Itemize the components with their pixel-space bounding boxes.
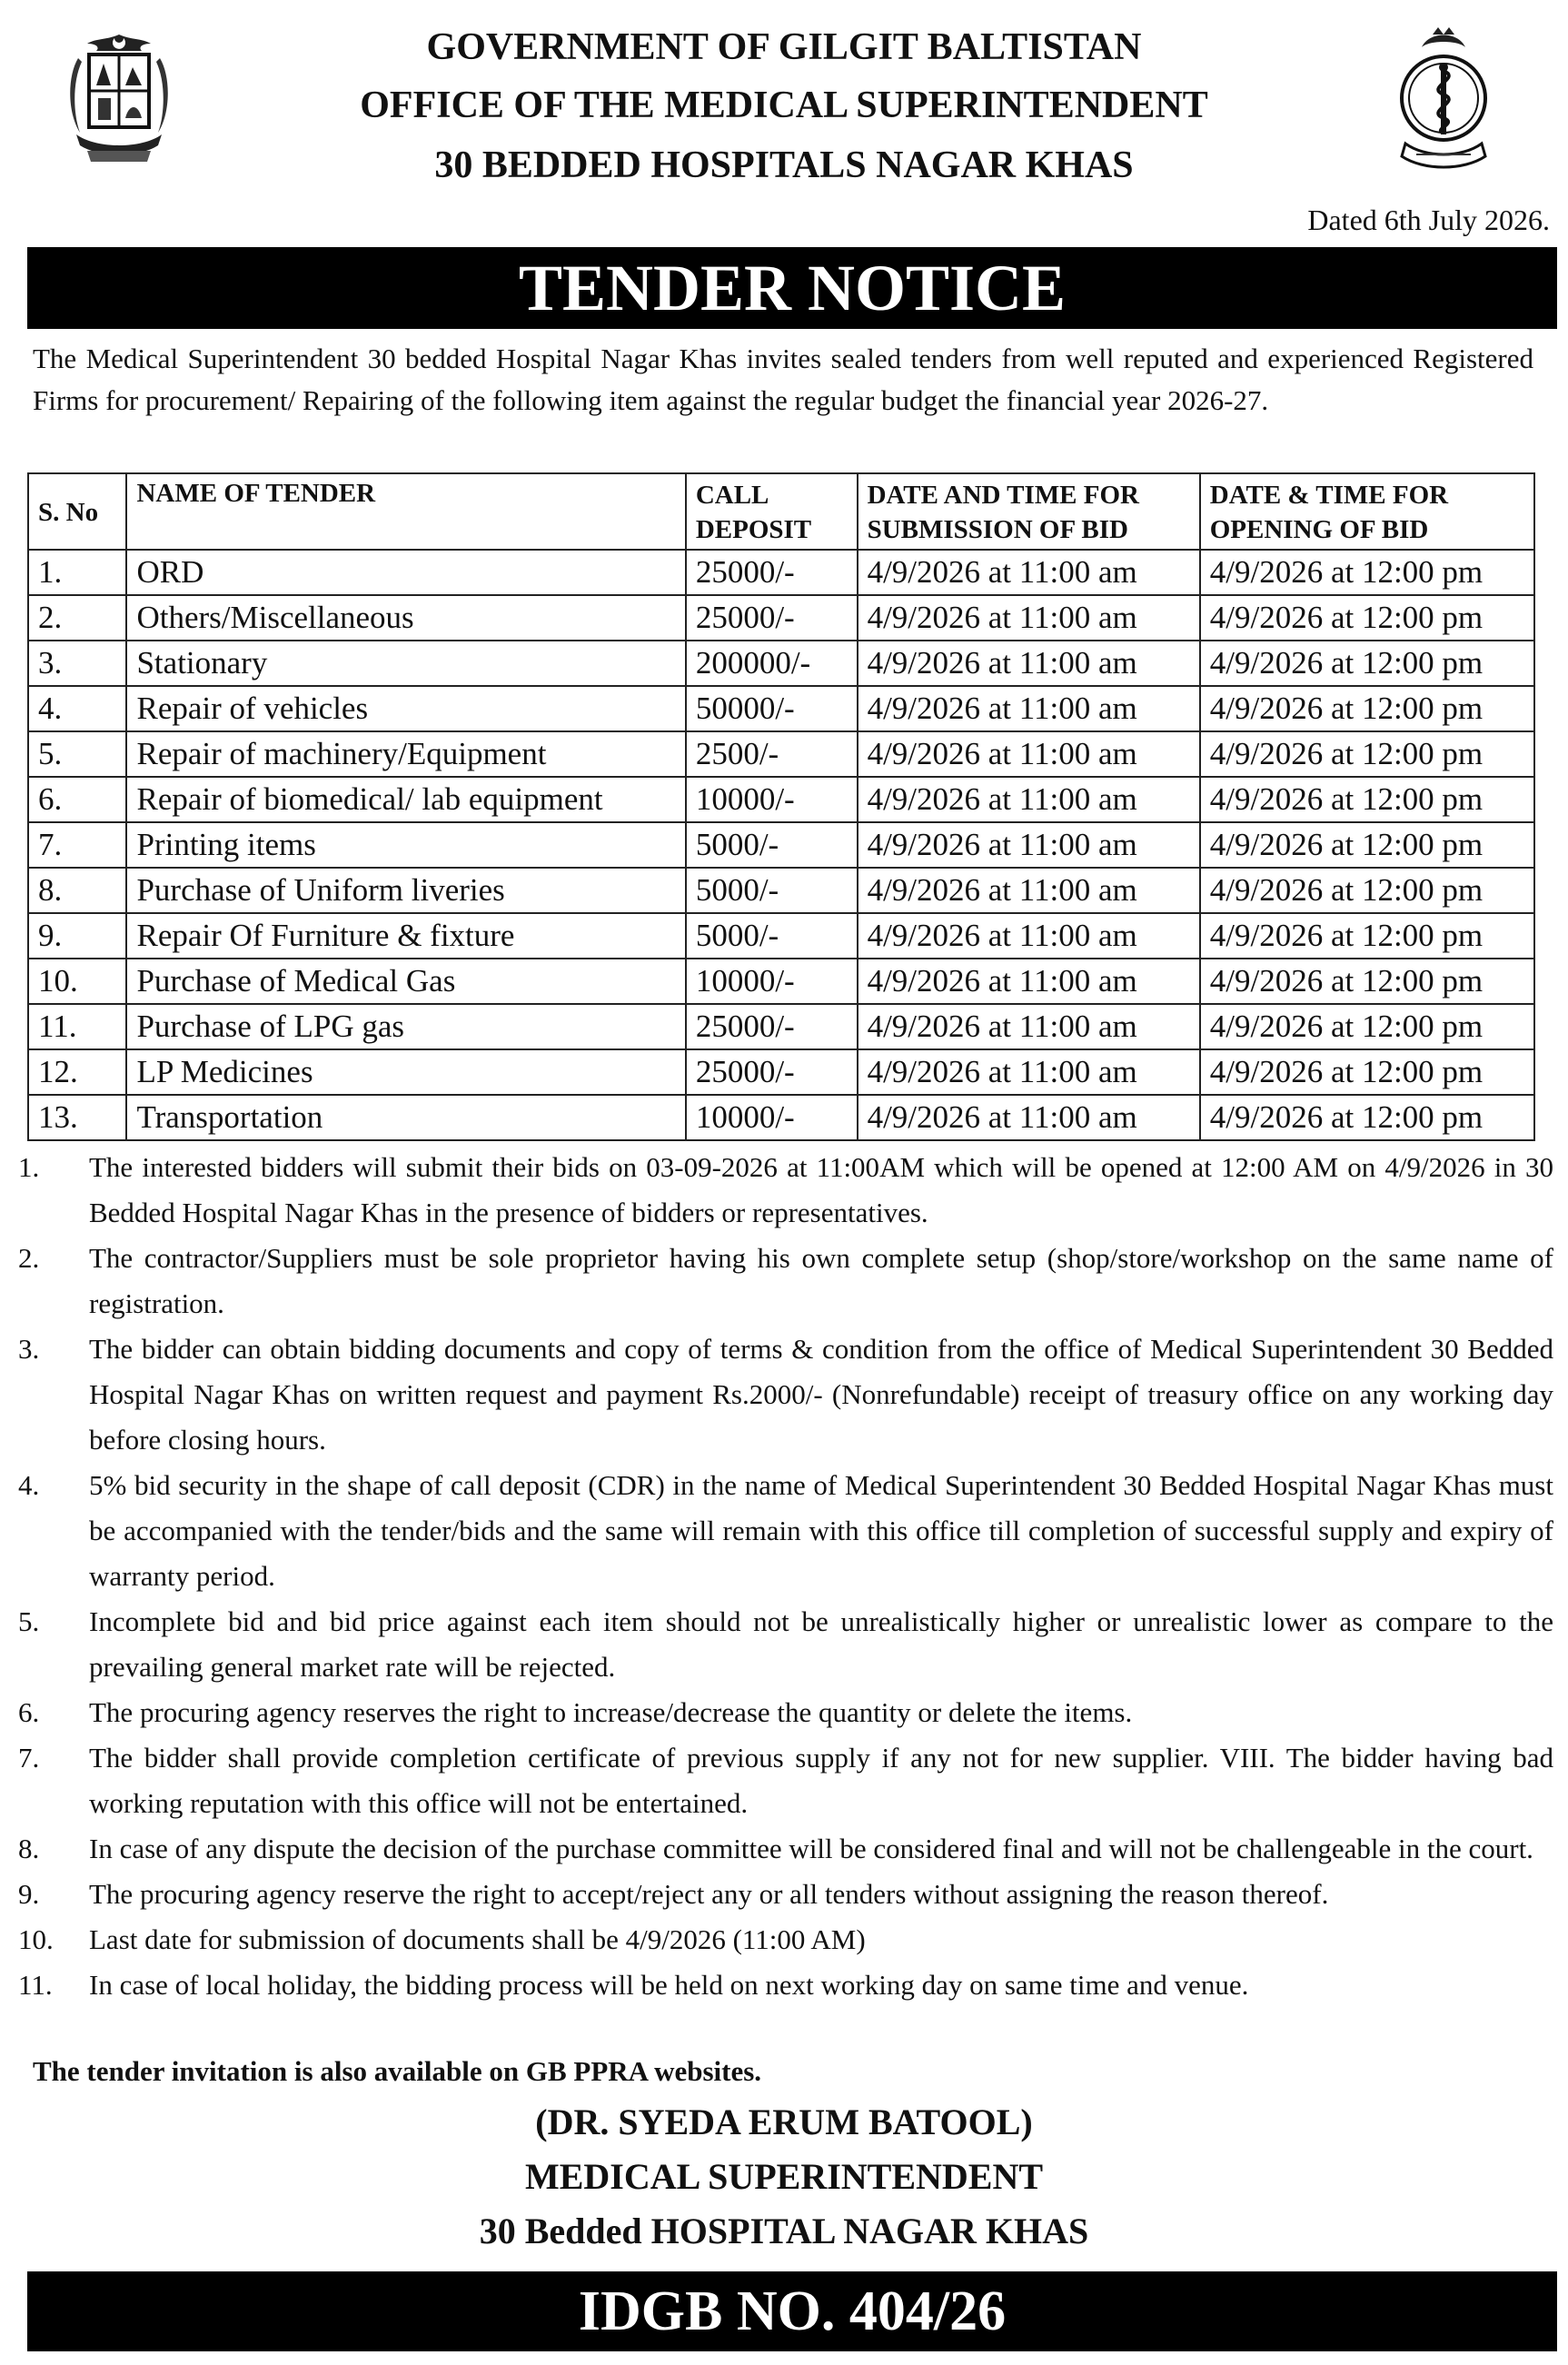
cell-name: Purchase of LPG gas [126,1004,685,1049]
cell-opening: 4/9/2026 at 12:00 pm [1200,641,1534,686]
cell-opening: 4/9/2026 at 12:00 pm [1200,686,1534,731]
cell-sno: 6. [28,777,126,822]
idgb-number-banner: IDGB NO. 404/26 [27,2271,1557,2351]
cell-submission: 4/9/2026 at 11:00 am [858,959,1200,1004]
table-row [28,913,1534,959]
notice-date: Dated 6th July 2026. [1307,204,1550,236]
list-item [18,1145,1553,1236]
cell-name: Stationary [126,641,685,686]
cell-submission: 4/9/2026 at 11:00 am [858,822,1200,868]
list-item [18,1872,1553,1917]
cell-deposit: 5000/- [686,868,858,913]
col-header-sno: S. No [28,473,126,550]
cell-opening: 4/9/2026 at 12:00 pm [1200,595,1534,641]
cell-deposit: 5000/- [686,822,858,868]
col-header-deposit: CALL DEPOSIT [686,473,858,550]
term-number: 1. [18,1151,40,1183]
cell-submission: 4/9/2026 at 11:00 am [858,1095,1200,1140]
cell-submission: 4/9/2026 at 11:00 am [858,641,1200,686]
cell-deposit: 10000/- [686,1095,858,1140]
government-emblem-icon [60,31,178,167]
term-number: 11. [18,1969,53,2001]
term-text: In case of any dispute the decision of the purchase committee will be considered final and will not be challengeable in the court. [89,1833,1533,1864]
term-text: Incomplete bid and bid price against each item should not be unrealistically higher or unrealistic lower as compare to the prevailing general market rate will be rejected. [89,1605,1553,1683]
cell-sno: 1. [28,550,126,595]
cell-opening: 4/9/2026 at 12:00 pm [1200,1095,1534,1140]
cell-submission: 4/9/2026 at 11:00 am [858,913,1200,959]
cell-submission: 4/9/2026 at 11:00 am [858,1004,1200,1049]
cell-sno: 10. [28,959,126,1004]
cell-opening: 4/9/2026 at 12:00 pm [1200,1049,1534,1095]
term-text: The bidder can obtain bidding documents and copy of terms & condition from the office of Medical Superintendent 30 Bedded Hospital Nagar Khas on written request and payment Rs.2000/- (Nonrefundable) receipt of treasury office on any working day before closing hours. [89,1333,1553,1456]
cell-sno: 2. [28,595,126,641]
medical-caduceus-emblem-icon [1385,27,1502,173]
cell-deposit: 25000/- [686,1049,858,1095]
cell-deposit: 10000/- [686,777,858,822]
table-row [28,868,1534,913]
cell-sno: 8. [28,868,126,913]
terms-list [18,1145,1553,2008]
col-header-opening: DATE & TIME FOR OPENING OF BID [1200,473,1534,550]
cell-deposit: 5000/- [686,913,858,959]
table-row [28,959,1534,1004]
col-header-name: NAME OF TENDER [126,473,685,550]
cell-submission: 4/9/2026 at 11:00 am [858,686,1200,731]
cell-name: Others/Miscellaneous [126,595,685,641]
cell-submission: 4/9/2026 at 11:00 am [858,595,1200,641]
cell-name: Repair of machinery/Equipment [126,731,685,777]
term-number: 8. [18,1833,40,1864]
table-header-row [28,473,1534,550]
term-number: 6. [18,1696,40,1728]
cell-name: Purchase of Uniform liveries [126,868,685,913]
term-number: 7. [18,1742,40,1774]
table-row [28,595,1534,641]
cell-submission: 4/9/2026 at 11:00 am [858,1049,1200,1095]
list-item [18,1327,1553,1463]
table-row [28,1095,1534,1140]
header-office: OFFICE OF THE MEDICAL SUPERINTENDENT [360,84,1208,126]
table-row [28,731,1534,777]
list-item [18,1735,1553,1826]
cell-opening: 4/9/2026 at 12:00 pm [1200,1004,1534,1049]
cell-deposit: 25000/- [686,1004,858,1049]
term-number: 3. [18,1333,40,1365]
signatory-office: 30 Bedded HOSPITAL NAGAR KHAS [479,2211,1089,2251]
header-government: GOVERNMENT OF GILGIT BALTISTAN [426,26,1142,68]
cell-opening: 4/9/2026 at 12:00 pm [1200,822,1534,868]
cell-name: ORD [126,550,685,595]
cell-sno: 11. [28,1004,126,1049]
cell-name: Purchase of Medical Gas [126,959,685,1004]
cell-submission: 4/9/2026 at 11:00 am [858,868,1200,913]
cell-deposit: 50000/- [686,686,858,731]
cell-deposit: 25000/- [686,550,858,595]
term-text: The interested bidders will submit their bids on 03-09-2026 at 11:00AM which will be opened at 12:00 AM on 4/9/2026 in 30 Bedded Hospital Nagar Khas in the presence of bidders or representatives. [89,1151,1553,1228]
term-text: The bidder shall provide completion certificate of previous supply if any not for new supplier. VIII. The bidder having bad working reputation with this office will not be entertained. [89,1742,1553,1819]
term-number: 9. [18,1878,40,1910]
table-row [28,822,1534,868]
term-text: In case of local holiday, the bidding process will be held on next working day on same time and venue. [89,1969,1249,2001]
ppra-note: The tender invitation is also available on GB PPRA websites. [33,2055,762,2087]
cell-sno: 5. [28,731,126,777]
list-item [18,1826,1553,1872]
list-item [18,1963,1553,2008]
list-item [18,1463,1553,1599]
cell-submission: 4/9/2026 at 11:00 am [858,550,1200,595]
cell-opening: 4/9/2026 at 12:00 pm [1200,777,1534,822]
list-item [18,1690,1553,1735]
list-item [18,1917,1553,1963]
cell-opening: 4/9/2026 at 12:00 pm [1200,913,1534,959]
cell-name: Repair of biomedical/ lab equipment [126,777,685,822]
term-text: Last date for submission of documents shall be 4/9/2026 (11:00 AM) [89,1923,866,1955]
list-item [18,1599,1553,1690]
cell-sno: 9. [28,913,126,959]
signatory-name: (DR. SYEDA ERUM BATOOL) [535,2102,1033,2142]
cell-deposit: 200000/- [686,641,858,686]
term-number: 4. [18,1469,40,1501]
tender-notice-banner: TENDER NOTICE [27,247,1557,329]
cell-sno: 3. [28,641,126,686]
signatory-title: MEDICAL SUPERINTENDENT [524,2156,1044,2197]
term-text: The procuring agency reserves the right to increase/decrease the quantity or delete the items. [89,1696,1133,1728]
cell-submission: 4/9/2026 at 11:00 am [858,777,1200,822]
cell-opening: 4/9/2026 at 12:00 pm [1200,550,1534,595]
table-row [28,641,1534,686]
table-row [28,686,1534,731]
cell-deposit: 25000/- [686,595,858,641]
cell-sno: 13. [28,1095,126,1140]
cell-deposit: 10000/- [686,959,858,1004]
cell-sno: 7. [28,822,126,868]
cell-name: Transportation [126,1095,685,1140]
term-text: The contractor/Suppliers must be sole proprietor having his own complete setup (shop/store/workshop on the same name of registration. [89,1242,1553,1319]
cell-opening: 4/9/2026 at 12:00 pm [1200,959,1534,1004]
cell-sno: 4. [28,686,126,731]
term-number: 5. [18,1605,40,1637]
cell-name: Printing items [126,822,685,868]
table-row [28,550,1534,595]
cell-sno: 12. [28,1049,126,1095]
list-item [18,1236,1553,1327]
table-row [28,777,1534,822]
cell-submission: 4/9/2026 at 11:00 am [858,731,1200,777]
header-hospital: 30 BEDDED HOSPITALS NAGAR KHAS [434,144,1134,186]
col-header-submission: DATE AND TIME FOR SUBMISSION OF BID [858,473,1200,550]
cell-deposit: 2500/- [686,731,858,777]
term-text: The procuring agency reserve the right to accept/reject any or all tenders without assigning the reason thereof. [89,1878,1329,1910]
cell-name: LP Medicines [126,1049,685,1095]
cell-name: Repair of vehicles [126,686,685,731]
tender-table [27,472,1535,1141]
cell-opening: 4/9/2026 at 12:00 pm [1200,731,1534,777]
term-text: 5% bid security in the shape of call deposit (CDR) in the name of Medical Superintendent 30 Bedded Hospital Nagar Khas must be accompanied with the tender/bids and the same will remain with this office till completion of successful supply and expiry of warranty period. [89,1469,1553,1592]
intro-paragraph: The Medical Superintendent 30 bedded Hospital Nagar Khas invites sealed tenders from well reputed and experienced Registered Firms for procurement/ Repairing of the following item against the regular budget the financial year 2026-27. [33,343,1533,416]
cell-opening: 4/9/2026 at 12:00 pm [1200,868,1534,913]
cell-name: Repair Of Furniture & fixture [126,913,685,959]
term-number: 2. [18,1242,40,1274]
term-number: 10. [18,1923,54,1955]
table-row [28,1004,1534,1049]
table-row [28,1049,1534,1095]
